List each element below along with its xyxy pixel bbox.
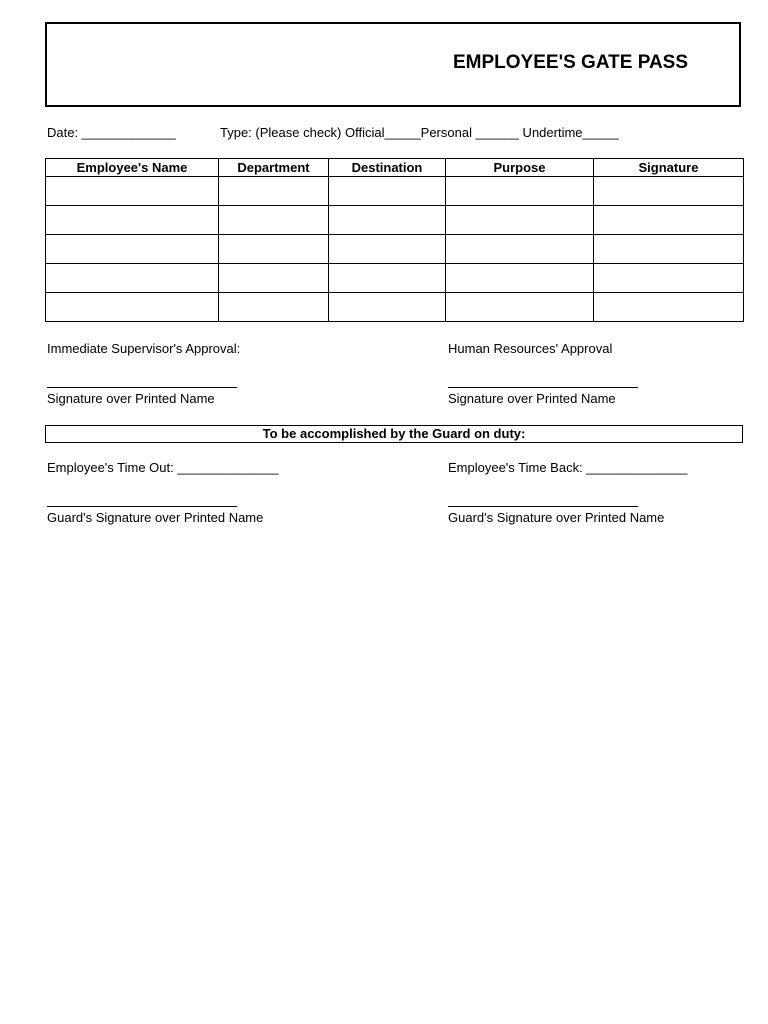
- table-cell[interactable]: [329, 177, 446, 206]
- table-cell[interactable]: [594, 177, 744, 206]
- table-cell[interactable]: [46, 206, 219, 235]
- table-cell[interactable]: [329, 206, 446, 235]
- table-cell[interactable]: [219, 235, 329, 264]
- table-cell[interactable]: [594, 293, 744, 322]
- hr-approval-label: Human Resources' Approval: [448, 341, 613, 356]
- table-row: [46, 235, 744, 264]
- hr-signature-caption: Signature over Printed Name: [448, 391, 616, 406]
- guard-signature-caption-right: Guard's Signature over Printed Name: [448, 510, 665, 525]
- column-header: Employee's Name: [46, 159, 219, 177]
- column-header: Purpose: [446, 159, 594, 177]
- employee-table: [45, 158, 744, 322]
- table-cell[interactable]: [219, 206, 329, 235]
- table-cell[interactable]: [594, 206, 744, 235]
- guard-section-banner: To be accomplished by the Guard on duty:: [45, 425, 743, 443]
- table-row: [46, 177, 744, 206]
- hr-signature-line[interactable]: [448, 387, 638, 388]
- table-cell[interactable]: [446, 177, 594, 206]
- time-back-field[interactable]: Employee's Time Back: ______________: [448, 460, 688, 475]
- table-row: [46, 206, 744, 235]
- table-cell[interactable]: [594, 235, 744, 264]
- table-cell[interactable]: [446, 264, 594, 293]
- table-cell[interactable]: [46, 177, 219, 206]
- form-title: EMPLOYEE'S GATE PASS: [453, 52, 689, 73]
- time-out-field[interactable]: Employee's Time Out: ______________: [47, 460, 279, 475]
- table-cell[interactable]: [446, 235, 594, 264]
- table-cell[interactable]: [446, 206, 594, 235]
- date-field[interactable]: Date: _____________: [47, 125, 176, 140]
- table-cell[interactable]: [219, 293, 329, 322]
- guard-signature-line-right[interactable]: [448, 506, 638, 507]
- table-cell[interactable]: [46, 264, 219, 293]
- supervisor-signature-line[interactable]: [47, 387, 237, 388]
- column-header: Destination: [329, 159, 446, 177]
- table-header-row: [46, 159, 744, 177]
- table-cell[interactable]: [594, 264, 744, 293]
- supervisor-approval-label: Immediate Supervisor's Approval:: [47, 341, 241, 356]
- header-box: [45, 22, 741, 107]
- table-cell[interactable]: [46, 235, 219, 264]
- table-row: [46, 293, 744, 322]
- guard-signature-caption-left: Guard's Signature over Printed Name: [47, 510, 264, 525]
- column-header: Signature: [594, 159, 744, 177]
- table-cell[interactable]: [46, 293, 219, 322]
- table-cell[interactable]: [329, 293, 446, 322]
- type-field[interactable]: Type: (Please check) Official_____Personal ______ Undertime_____: [220, 125, 619, 140]
- table-cell[interactable]: [329, 264, 446, 293]
- supervisor-signature-caption: Signature over Printed Name: [47, 391, 215, 406]
- table-cell[interactable]: [219, 264, 329, 293]
- table-row: [46, 264, 744, 293]
- table-cell[interactable]: [219, 177, 329, 206]
- table-cell[interactable]: [329, 235, 446, 264]
- column-header: Department: [219, 159, 329, 177]
- table-cell[interactable]: [446, 293, 594, 322]
- guard-signature-line-left[interactable]: [47, 506, 237, 507]
